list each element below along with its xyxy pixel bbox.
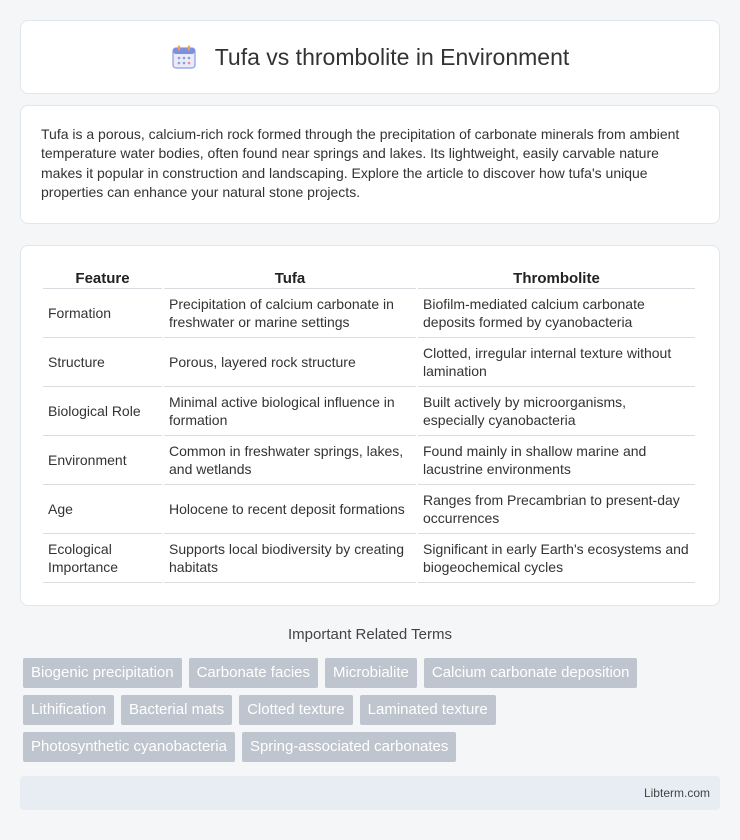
- tag-row: [23, 695, 723, 725]
- comparison-table: [41, 266, 697, 583]
- tag-carbonate-facies[interactable]: Carbonate facies: [189, 658, 318, 688]
- table-cell-thrombolite: Biofilm-mediated calcium carbonate deposits formed by cyanobacteria: [418, 289, 695, 338]
- column-header-feature: Feature: [43, 266, 162, 289]
- table-row: [43, 387, 695, 436]
- tag-clotted-texture[interactable]: Clotted texture: [239, 695, 353, 725]
- tag-biogenic-precipitation[interactable]: Biogenic precipitation: [23, 658, 182, 688]
- table-cell-tufa: Porous, layered rock structure: [164, 338, 416, 387]
- table-cell-feature: Structure: [43, 338, 162, 387]
- table-cell-thrombolite: Built actively by microorganisms, especially cyanobacteria: [418, 387, 695, 436]
- intro-card: [20, 105, 720, 224]
- table-cell-tufa: Supports local biodiversity by creating habitats: [164, 534, 416, 583]
- table-cell-tufa: Precipitation of calcium carbonate in freshwater or marine settings: [164, 289, 416, 338]
- tag-lithification[interactable]: Lithification: [23, 695, 114, 725]
- table-row: [43, 436, 695, 485]
- table-cell-tufa: Holocene to recent deposit formations: [164, 485, 416, 534]
- table-cell-feature: Formation: [43, 289, 162, 338]
- table-cell-feature: Environment: [43, 436, 162, 485]
- tag-calcium-carbonate-deposition[interactable]: Calcium carbonate deposition: [424, 658, 638, 688]
- calendar-icon: [171, 44, 197, 70]
- related-terms-title: Important Related Terms: [288, 626, 452, 643]
- tag-row: [23, 658, 723, 688]
- header-card: [20, 20, 720, 94]
- table-cell-thrombolite: Clotted, irregular internal texture without lamination: [418, 338, 695, 387]
- tag-laminated-texture[interactable]: Laminated texture: [360, 695, 496, 725]
- table-cell-thrombolite: Found mainly in shallow marine and lacustrine environments: [418, 436, 695, 485]
- table-row: [43, 485, 695, 534]
- footer-site-link[interactable]: Libterm.com: [643, 786, 710, 800]
- table-cell-tufa: Common in freshwater springs, lakes, and wetlands: [164, 436, 416, 485]
- column-header-tufa: Tufa: [164, 266, 416, 289]
- table-header-row: [43, 266, 695, 289]
- tag-spring-associated-carbonates[interactable]: Spring-associated carbonates: [242, 732, 456, 762]
- table-cell-thrombolite: Significant in early Earth's ecosystems and biogeochemical cycles: [418, 534, 695, 583]
- column-header-thrombolite: Thrombolite: [418, 266, 695, 289]
- comparison-table-card: [20, 245, 720, 606]
- footer: [20, 776, 720, 810]
- intro-text: Tufa is a porous, calcium-rich rock formed through the precipitation of carbonate minerals from ambient temperature water bodies, often found near springs and lakes. Its lightweight, easily carvable nature makes it popular in construction and landscaping. Explore the article to discover how tufa's unique properties can enhance your natural stone projects.: [41, 126, 680, 200]
- tag-microbialite[interactable]: Microbialite: [325, 658, 417, 688]
- tag-bacterial-mats[interactable]: Bacterial mats: [121, 695, 232, 725]
- tag-row: [23, 732, 723, 762]
- tag-photosynthetic-cyanobacteria[interactable]: Photosynthetic cyanobacteria: [23, 732, 235, 762]
- page-title: Tufa vs thrombolite in Environment: [214, 43, 570, 70]
- table-cell-thrombolite: Ranges from Precambrian to present-day occurrences: [418, 485, 695, 534]
- related-terms-tags: [23, 658, 723, 769]
- table-row: [43, 289, 695, 338]
- table-cell-tufa: Minimal active biological influence in formation: [164, 387, 416, 436]
- table-cell-feature: Biological Role: [43, 387, 162, 436]
- table-cell-feature: Age: [43, 485, 162, 534]
- table-cell-feature: Ecological Importance: [43, 534, 162, 583]
- table-row: [43, 338, 695, 387]
- table-row: [43, 534, 695, 583]
